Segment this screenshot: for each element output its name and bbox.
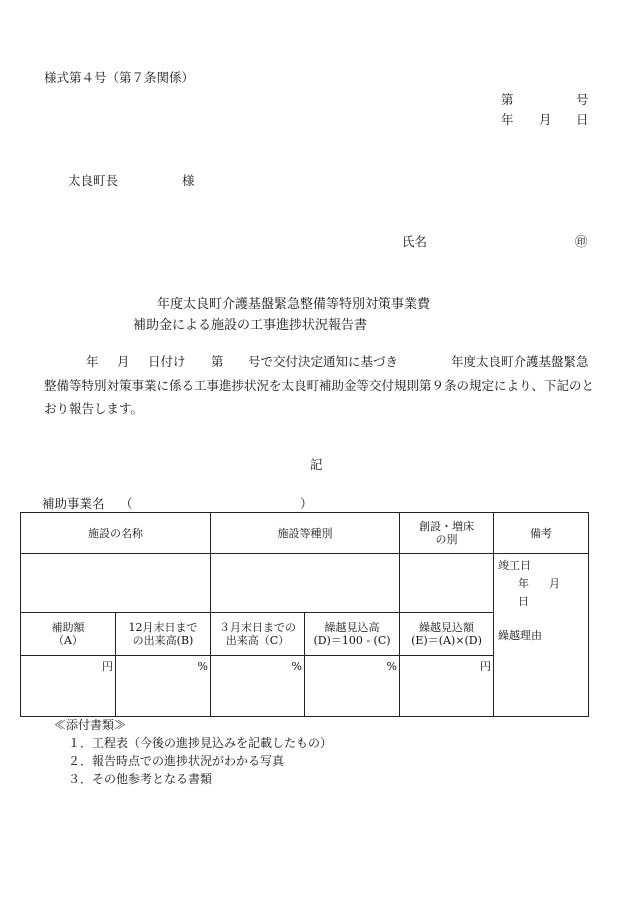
header-subsidy-amount-line1: 補助額 bbox=[51, 621, 85, 634]
header-progress-mar bbox=[211, 613, 305, 656]
completion-month: 月 bbox=[549, 577, 560, 590]
project-name-label: 補助事業名 bbox=[42, 496, 105, 511]
header-carryover-amount bbox=[400, 613, 494, 656]
date-year: 年 bbox=[501, 112, 514, 127]
header-progress-dec-line2: の出来高(B) bbox=[132, 634, 194, 647]
completion-date bbox=[498, 575, 584, 611]
attachment-item: ３．その他参考となる書類 bbox=[68, 772, 213, 786]
header-progress-mar-line1: ３月末日までの bbox=[219, 621, 296, 634]
body-fiscal: 年度太良町介護基盤緊急 bbox=[451, 354, 589, 369]
progress-mar-cell[interactable]: % bbox=[211, 656, 305, 717]
completion-date-label: 竣工日 bbox=[498, 559, 531, 572]
addressee-mayor: 太良町長 bbox=[68, 173, 119, 188]
seal-mark: ㊞ bbox=[575, 234, 588, 249]
header-carryover-amount-line2: (E)＝(A)×(D) bbox=[411, 634, 482, 647]
header-progress-dec bbox=[116, 613, 211, 656]
header-facility-type: 施設等種別 bbox=[211, 513, 400, 554]
doc-number-dai: 第 bbox=[501, 92, 514, 107]
facility-name-cell[interactable] bbox=[21, 554, 211, 613]
progress-dec-cell[interactable]: % bbox=[116, 656, 211, 717]
header-carryover-rate bbox=[305, 613, 400, 656]
completion-day: 日 bbox=[518, 595, 529, 608]
ki-mark: 記 bbox=[310, 457, 323, 472]
header-category-line1: 創設・増床 bbox=[419, 520, 474, 533]
remarks-cell[interactable] bbox=[494, 554, 589, 717]
progress-table bbox=[20, 512, 589, 717]
doc-title-line1: 年度太良町介護基盤緊急整備等特別対策事業費 bbox=[157, 297, 431, 312]
header-progress-dec-line1: 12月末日まで bbox=[128, 621, 198, 634]
body-dai: 第 bbox=[211, 354, 224, 369]
project-name-close: ） bbox=[300, 496, 313, 511]
body-line2: 整備等特別対策事業に係る工事進捗状況を太良町補助金等交付規則第９条の規定により、下記のと bbox=[44, 378, 595, 393]
carryover-rate-cell[interactable]: % bbox=[305, 656, 400, 717]
header-remarks: 備考 bbox=[494, 513, 589, 554]
completion-year: 年 bbox=[518, 577, 529, 590]
body-day: 日付け bbox=[148, 354, 186, 369]
attachment-item: １．工程表（今後の進捗見込みを記載したもの） bbox=[68, 736, 333, 750]
form-number: 様式第４号（第７条関係） bbox=[44, 70, 195, 85]
header-subsidy-amount-line2: （A） bbox=[53, 634, 83, 647]
doc-number-go: 号 bbox=[576, 92, 589, 107]
addressee-sama: 様 bbox=[182, 173, 195, 188]
body-year: 年 bbox=[86, 354, 99, 369]
header-carryover-rate-line2: (D)＝100 - (C) bbox=[313, 634, 391, 647]
name-label: 氏名 bbox=[402, 234, 428, 249]
header-subsidy-amount bbox=[21, 613, 116, 656]
header-facility-name: 施設の名称 bbox=[21, 513, 211, 554]
doc-title-line2: 補助金による施設の工事進捗状況報告書 bbox=[133, 318, 368, 333]
facility-type-cell[interactable] bbox=[211, 554, 400, 613]
body-notice: 号で交付決定通知に基づき bbox=[248, 354, 399, 369]
category-cell[interactable] bbox=[400, 554, 494, 613]
body-line3: おり報告します。 bbox=[44, 401, 144, 416]
subsidy-amount-cell[interactable]: 円 bbox=[21, 656, 116, 717]
header-carryover-amount-line1: 繰越見込額 bbox=[419, 621, 474, 634]
header-category-line2: の別 bbox=[435, 533, 458, 546]
header-carryover-rate-line1: 繰越見込高 bbox=[324, 621, 380, 634]
carryover-reason-label: 繰越理由 bbox=[498, 629, 542, 642]
project-name-open: （ bbox=[120, 496, 133, 511]
header-category bbox=[400, 513, 494, 554]
date-day: 日 bbox=[576, 112, 589, 127]
date-month: 月 bbox=[539, 112, 552, 127]
header-progress-mar-line2: 出来高（C） bbox=[225, 634, 290, 647]
attachment-item: ２．報告時点での進捗状況がわかる写真 bbox=[68, 754, 285, 768]
carryover-amount-cell[interactable]: 円 bbox=[400, 656, 494, 717]
attachments-heading: ≪添付書類≫ bbox=[54, 718, 127, 732]
body-month: 月 bbox=[117, 354, 130, 369]
